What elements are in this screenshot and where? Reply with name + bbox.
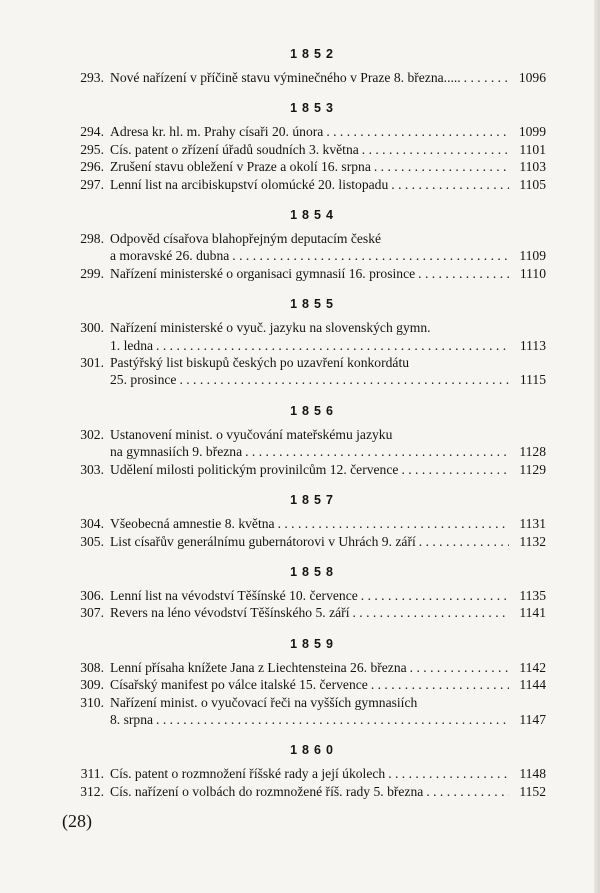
entry-title: Nařízení ministerské o vyuč. jazyku na slovenských gymn. [110,320,431,336]
toc-entry [68,141,546,158]
dot-leader [362,141,509,158]
dot-leader [371,676,509,693]
entry-title: Císařský manifest po válce italské 15. července [110,677,368,693]
entry-number: 299. [80,265,104,281]
entry-number: 298. [80,231,104,247]
page-reference: 1131 [519,516,546,532]
toc-entry [68,765,546,782]
dot-leader [388,765,509,782]
dot-leader [418,265,509,282]
entry-number: 294. [80,124,104,140]
dot-leader [156,337,509,354]
toc-entry [68,176,546,193]
year-heading: 1856 [290,403,338,418]
entry-title: na gymnasiích 9. března [110,444,243,460]
toc-entry [68,587,546,604]
year-section [68,636,546,729]
entry-title: Všeobecná amnestie 8. května [110,516,275,532]
entry-title: 1. ledna [110,337,154,353]
page-reference: 1132 [519,533,546,549]
entry-title: Lenní list na vévodství Těšínské 10. července [110,587,358,603]
year-heading: 1859 [290,636,338,651]
page-reference: 1115 [519,372,546,388]
year-heading: 1858 [290,564,338,579]
table-of-contents [68,46,546,814]
dot-leader [426,783,509,800]
entry-title: Odpověd císařova blahopřejným deputacím české [110,231,382,247]
entry-title: Revers na léno vévodství Těšínského 5. září [110,605,350,621]
entry-title: 8. srpna [110,711,154,727]
page-reference: 1141 [519,605,546,621]
year-heading: 1853 [290,101,338,116]
page-reference: 1101 [519,141,546,157]
entry-number: 306. [80,587,104,603]
toc-entry [68,783,546,800]
year-section [68,207,546,282]
entry-number: 293. [80,70,104,85]
dot-leader [361,587,509,604]
entry-title: Ustanovení minist. o vyučování mateřskému jazyku [110,426,393,442]
entry-title: 25. prosince [110,372,177,388]
entry-title: Lenní list na arcibiskupství olomúcké 20. listopadu [110,176,389,192]
entry-number: 302. [80,426,104,442]
year-heading: 1855 [290,297,338,312]
toc-entry [68,123,546,140]
toc-entry [68,158,546,175]
entry-title: Cís. patent o zřízení úřadů soudních 3. května [110,141,359,157]
page-reference: 1148 [519,766,546,782]
entry-title: Adresa kr. hl. m. Prahy císaři 20. února [110,124,324,140]
toc-entry [68,461,546,478]
entry-title: Nařízení minist. o vyučovací řeči na vyšších gymnasiích [110,694,418,710]
entry-title: Cís. nařízení o volbách do rozmnožené říš. rady 5. března [110,783,424,799]
dot-leader [179,371,509,388]
toc-entry [68,694,546,729]
toc-entry [68,265,546,282]
year-section [68,564,546,622]
year-section [68,296,546,389]
entry-number: 295. [80,141,104,157]
toc-entry [68,533,546,550]
page-reference: 1135 [519,587,546,603]
toc-entry [68,426,546,461]
year-heading: 1852 [290,47,338,61]
page-number: (28) [62,811,92,831]
entry-title: a moravské 26. dubna [110,248,230,264]
dot-leader [156,711,509,728]
dot-leader [278,515,509,532]
page-reference: 1105 [519,176,546,192]
entry-number: 309. [80,677,104,693]
toc-entry [68,659,546,676]
entry-number: 296. [80,159,104,175]
entry-number: 300. [80,320,104,336]
entry-title: List císařův generálnímu gubernátorovi v Uhrách 9. září [110,533,416,549]
toc-entry [68,354,546,389]
page-reference: 1109 [519,248,546,264]
entry-title: Pastýřský list biskupů českých po uzavření konkordátu [110,355,410,371]
dot-leader [245,443,509,460]
dot-leader [464,69,509,86]
entry-number: 307. [80,605,104,621]
entry-number: 312. [80,783,104,799]
entry-title: Lenní přísaha knížete Jana z Liechtensteina 26. března [110,659,407,675]
entry-number: 310. [80,694,104,710]
entry-number: 308. [80,659,104,675]
entry-number: 297. [80,176,104,192]
page-reference: 1110 [519,265,546,281]
toc-entry [68,676,546,693]
entry-title: Nařízení ministerské o organisaci gymnasií 16. prosince [110,265,416,281]
entry-number: 305. [80,533,104,549]
year-section [68,46,546,86]
entry-number: 304. [80,516,104,532]
dot-leader [401,461,509,478]
toc-entry [68,230,546,265]
page-reference: 1103 [519,159,546,175]
entry-number: 301. [80,355,104,371]
dot-leader [410,659,509,676]
entry-number: 303. [80,461,104,477]
toc-entry [68,604,546,621]
page-reference: 1147 [519,711,546,727]
page-reference: 1113 [519,337,546,353]
year-heading: 1860 [290,743,338,758]
page-reference: 1144 [519,677,546,693]
dot-leader [391,176,509,193]
page-reference: 1129 [519,461,546,477]
dot-leader [232,247,509,264]
year-section [68,100,546,193]
toc-entry [68,69,546,86]
dot-leader [352,604,509,621]
entry-title: Cís. patent o rozmnožení říšské rady a její úkolech [110,766,386,782]
page-edge [594,0,600,893]
dot-leader [419,533,509,550]
entry-number: 311. [80,766,104,782]
page-reference: 1096 [518,70,546,85]
year-section [68,742,546,800]
year-section [68,492,546,550]
year-section [68,403,546,478]
entry-title: Zrušení stavu obležení v Praze a okolí 16. srpna [110,159,371,175]
dot-leader [326,123,509,140]
page-reference: 1099 [518,124,546,140]
entry-title: Udělení milosti politickým provinilcům 12. července [110,461,399,477]
toc-entry [68,515,546,532]
year-heading: 1854 [290,208,338,223]
page-reference: 1142 [519,659,546,675]
year-heading: 1857 [290,493,338,508]
page-reference: 1152 [519,783,546,799]
page-reference: 1128 [519,444,546,460]
dot-leader [374,158,509,175]
entry-title: Nové nařízení v příčině stavu výminečného v Praze 8. března..... [110,70,461,85]
toc-entry [68,319,546,354]
